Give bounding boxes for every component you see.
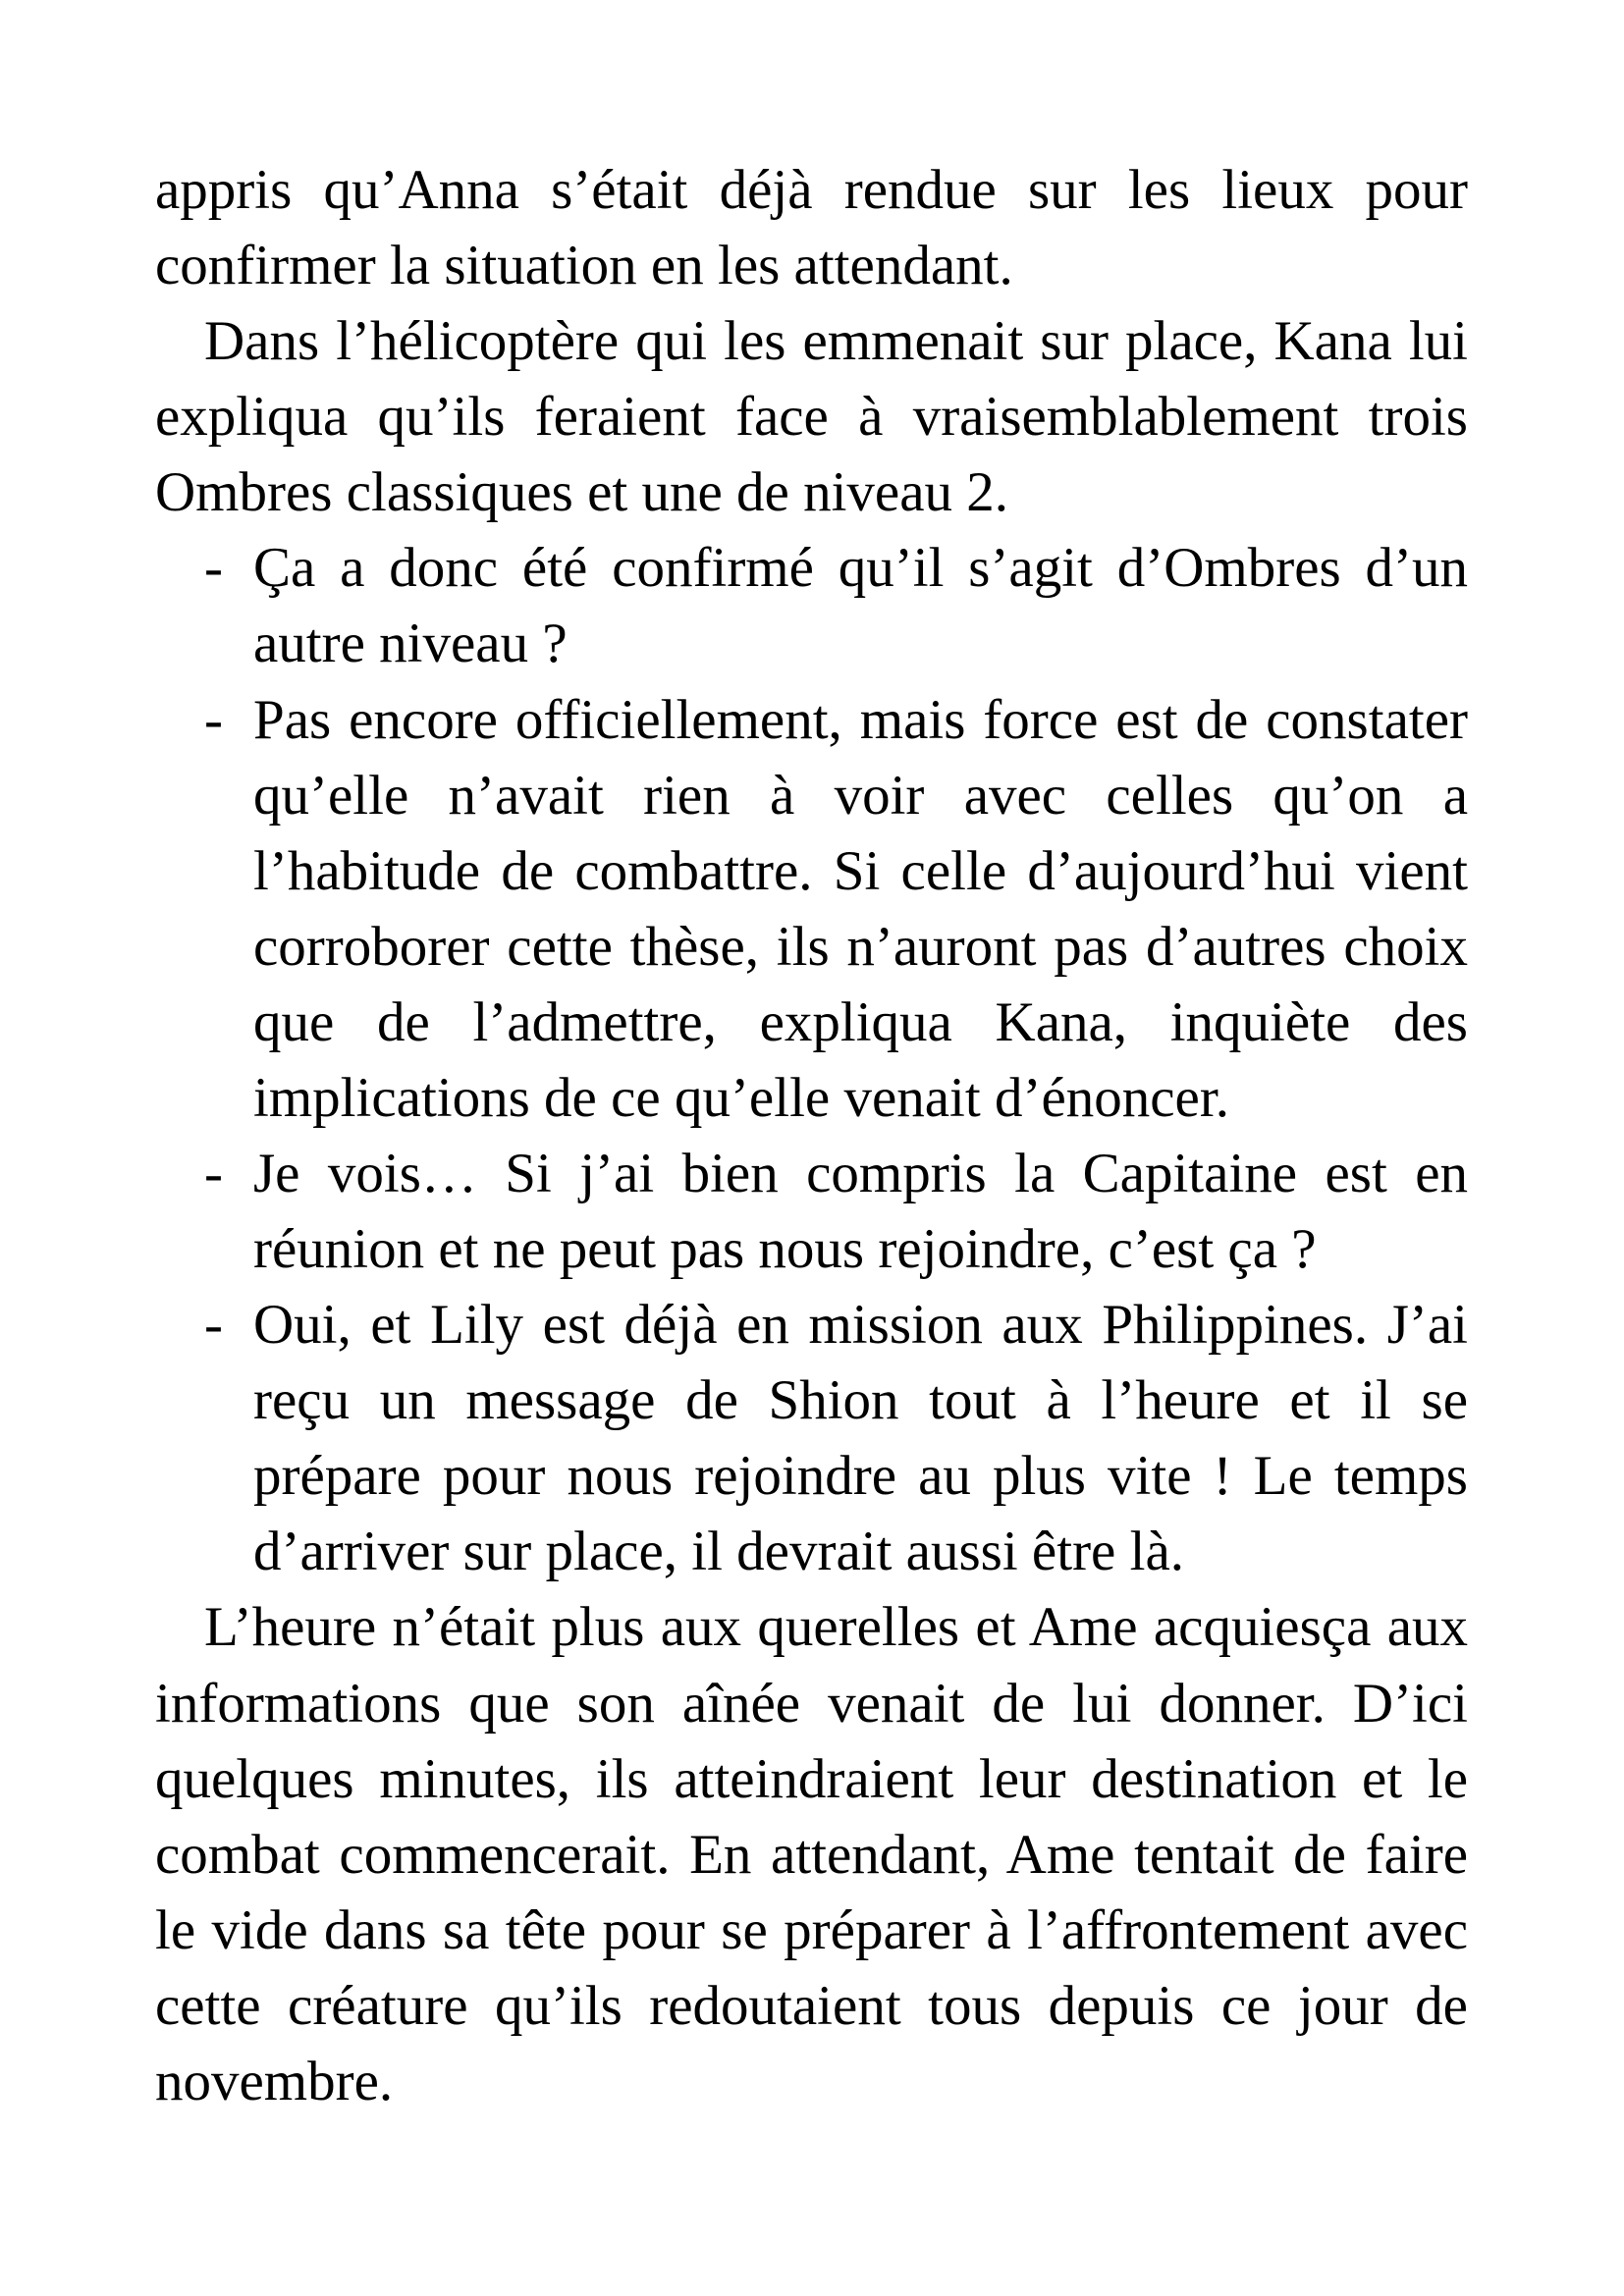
dialogue-dash: - bbox=[204, 1294, 223, 1357]
line-text: cette créature qu’ils redoutaient tous depuis ce jour de bbox=[155, 1974, 1468, 2037]
line-text: appris qu’Anna s’était déjà rendue sur les lieux pour bbox=[155, 159, 1468, 221]
dialogue-dash: - bbox=[204, 688, 223, 751]
line-text: Ça a donc été confirmé qu’il s’agit d’Ombres d’un bbox=[253, 537, 1468, 600]
line-text: reçu un message de Shion tout à l’heure et il se bbox=[253, 1369, 1468, 1432]
line-text: combat commencerait. En attendant, Ame tentait de faire bbox=[155, 1823, 1468, 1886]
paragraph-line bbox=[155, 1666, 1468, 1741]
body-text bbox=[155, 152, 1468, 2119]
line-text: informations que son aînée venait de lui donner. D’ici bbox=[155, 1672, 1468, 1735]
dialogue-dash: - bbox=[204, 537, 223, 600]
paragraph-line bbox=[155, 152, 1468, 228]
dialogue-line bbox=[155, 1514, 1468, 1589]
line-text: que de l’admettre, expliqua Kana, inquiète des bbox=[253, 990, 1468, 1053]
dialogue-line bbox=[155, 530, 1468, 606]
line-text: autre niveau ? bbox=[253, 613, 568, 675]
dialogue-line bbox=[155, 1362, 1468, 1438]
line-text: prépare pour nous rejoindre au plus vite ! Le temps bbox=[253, 1445, 1468, 1508]
paragraph-line bbox=[155, 379, 1468, 454]
dialogue-line bbox=[155, 1438, 1468, 1514]
paragraph-line bbox=[155, 1817, 1468, 1893]
line-text: L’heure n’était plus aux querelles et Ame acquiesça aux bbox=[204, 1596, 1468, 1659]
line-text: quelques minutes, ils atteindraient leur destination et le bbox=[155, 1747, 1468, 1810]
dialogue-line bbox=[155, 758, 1468, 833]
line-text: implications de ce qu’elle venait d’énoncer. bbox=[253, 1066, 1229, 1129]
line-text: qu’elle n’avait rien à voir avec celles qu’on a bbox=[253, 764, 1468, 827]
line-text: Oui, et Lily est déjà en mission aux Philippines. J’ai bbox=[253, 1294, 1468, 1357]
dialogue-line bbox=[155, 909, 1468, 985]
dialogue-line bbox=[155, 1136, 1468, 1211]
dialogue-line bbox=[155, 1060, 1468, 1136]
dialogue-line bbox=[155, 606, 1468, 681]
dialogue-line bbox=[155, 1211, 1468, 1287]
line-text: novembre. bbox=[155, 2050, 394, 2112]
line-text: Pas encore officiellement, mais force est de constater bbox=[253, 688, 1468, 751]
line-text: confirmer la situation en les attendant. bbox=[155, 235, 1013, 297]
line-text: réunion et ne peut pas nous rejoindre, c’est ça ? bbox=[253, 1218, 1317, 1281]
line-text: expliqua qu’ils feraient face à vraisemblablement trois bbox=[155, 386, 1468, 449]
paragraph-line bbox=[155, 228, 1468, 303]
dialogue-line bbox=[155, 682, 1468, 758]
line-text: Je vois… Si j’ai bien compris la Capitaine est en bbox=[253, 1143, 1468, 1205]
paragraph-line bbox=[155, 303, 1468, 379]
dialogue-line bbox=[155, 985, 1468, 1060]
dialogue-line bbox=[155, 833, 1468, 909]
paragraph-line bbox=[155, 454, 1468, 530]
paragraph-line bbox=[155, 1741, 1468, 1817]
dialogue-dash: - bbox=[204, 1143, 223, 1205]
line-text: le vide dans sa tête pour se préparer à l’affrontement avec bbox=[155, 1898, 1468, 1961]
paragraph-line bbox=[155, 1968, 1468, 2044]
line-text: Ombres classiques et une de niveau 2. bbox=[155, 461, 1008, 524]
line-text: Dans l’hélicoptère qui les emmenait sur place, Kana lui bbox=[204, 310, 1468, 373]
paragraph-line bbox=[155, 2044, 1468, 2119]
paragraph-line bbox=[155, 1589, 1468, 1665]
dialogue-line bbox=[155, 1287, 1468, 1362]
line-text: l’habitude de combattre. Si celle d’aujourd’hui vient bbox=[253, 839, 1468, 902]
line-text: d’arriver sur place, il devrait aussi être là. bbox=[253, 1521, 1184, 1583]
paragraph-line bbox=[155, 1893, 1468, 1968]
line-text: corroborer cette thèse, ils n’auront pas d’autres choix bbox=[253, 915, 1468, 978]
